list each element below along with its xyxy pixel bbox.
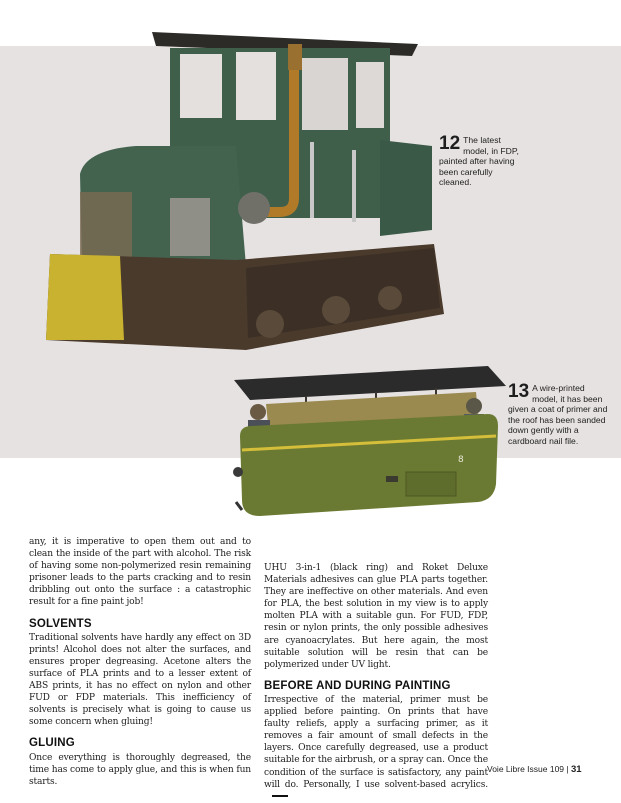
gluing-paragraph: Once everything is thoroughly degreased, the time has come to apply glue, and this is when fun starts.	[29, 752, 251, 787]
railcar-photo	[226, 360, 508, 520]
intro-paragraph: any, it is imperative to open them out and to clean the inside of the part with alcohol. The risk of having some non-polymerized resin remaining prisoner leads to the parts cracking and to resin dribbling out onto the surface : a catastrophic result for a fine paint job!	[29, 537, 251, 608]
solvents-heading: SOLVENTS	[29, 617, 92, 630]
end-mark	[272, 795, 288, 797]
caption-12-number: 12	[439, 133, 461, 154]
left-column	[29, 536, 251, 788]
painting-text: Irrespective of the material, primer must be applied before painting. On prints that have faulty reliefs, apply a surfacing primer, as it removes a fair amount of small defects in the layers. Once carefully degreased, use a product suitable for the airbrush, or a spray can. Once the condition of the surface is satisfactory, any paint will do. Personally, I use solvent-based acrylics.	[264, 694, 488, 790]
gluing-heading: GLUING	[29, 737, 75, 750]
svg-text:8: 8	[458, 455, 464, 465]
glue-paragraph: UHU 3-in-1 (black ring) and Roket Deluxe Materials adhesives can glue PLA parts together. They are ineffective on other materials. And even for PLA, the best solution in my view is to apply molten PLA with a suitable gun. For FUD, FDP, resin or nylon prints, the only possible adhesives are cyanoacrylates. But here again, the most suitable solution will be resin that can be polymerized under UV light.	[264, 563, 488, 670]
locomotive-photo	[40, 22, 460, 362]
caption-13-text: A wire-printed model, it has been given a coat of primer and the roof has been sanded down gently with a cardboard nail file.	[508, 383, 608, 446]
caption-13-number: 13	[508, 381, 530, 402]
caption-13	[508, 383, 610, 447]
solvents-paragraph: Traditional solvents have hardly any effect on 3D prints! Alcohol does not alter the surfaces, and ensures proper degreasing. Acetone alters the surface of PLA prints and to a lesser extent of ABS prints, it has no effect on nylon and other FUD or FDP materials. This inefficiency of solvents is precisely what is going to cause us some concern when gluing!	[29, 632, 251, 728]
painting-paragraph	[264, 694, 488, 803]
publication-name: Voie Libre Issue 109 |	[487, 764, 569, 774]
page-footer	[487, 764, 582, 775]
caption-12-text: The latest model, in FDP, painted after having been carefully cleaned.	[439, 135, 519, 188]
painting-heading: BEFORE AND DURING PAINTING	[264, 679, 451, 692]
caption-12	[439, 135, 519, 188]
page-number: 31	[570, 764, 582, 775]
right-column	[264, 562, 488, 803]
